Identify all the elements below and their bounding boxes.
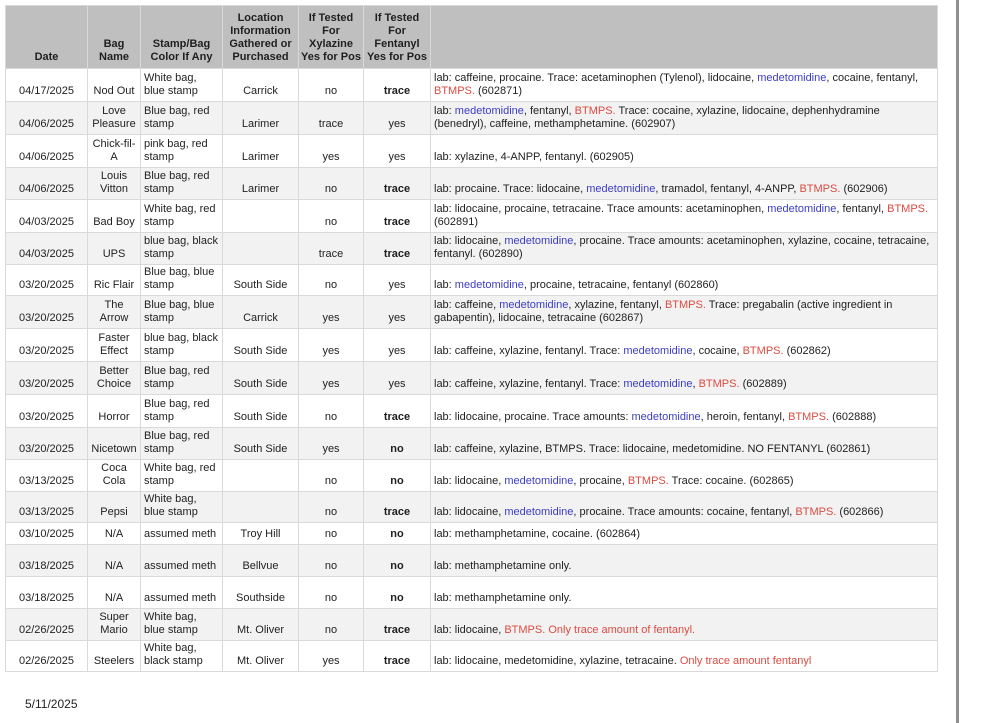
location-cell: Bellvue [223,545,299,577]
lab-results-cell [431,265,938,296]
stamp-cell: Blue bag, red stamp [141,428,223,460]
date-cell: 04/03/2025 [6,233,88,265]
date-cell: 04/03/2025 [6,200,88,233]
xylazine-cell: yes [299,329,364,362]
bag-name-cell: Nicetown [88,428,141,460]
fentanyl-cell: no [364,523,431,545]
fentanyl-cell: trace [364,200,431,233]
lab-results-cell [431,395,938,428]
lab-text-segment: lab: caffeine, procaine. Trace: acetaminophen (Tylenol), lidocaine, [434,72,758,84]
fentanyl-cell: no [364,545,431,577]
stamp-cell: Blue bag, blue stamp [141,265,223,296]
lab-text-segment: Only trace amount fentanyl [679,655,812,667]
bag-name-cell: Coca Cola [88,460,141,492]
xylazine-cell: yes [299,135,364,168]
lab-results-cell [431,102,938,135]
lab-text-segment: lab: methamphetamine, cocaine. (602864) [434,528,641,540]
lab-text-segment: BTMPS. [799,183,841,195]
lab-results-cell [431,609,938,641]
bag-name-cell: The Arrow [88,296,141,329]
lab-text-segment: lab: caffeine, xylazine, BTMPS. Trace: lidocaine, medetomidine. NO FENTANYL (602861) [434,443,871,455]
date-cell: 04/06/2025 [6,168,88,200]
lab-text-segment: lab: lidocaine, [434,475,505,487]
stamp-cell: assumed meth [141,545,223,577]
xylazine-cell: no [299,265,364,296]
table-row [6,428,938,460]
location-cell: Mt. Oliver [223,641,299,672]
lab-text-segment: medetomidine [631,411,701,423]
lab-text-segment: medetomidine [499,299,569,311]
fentanyl-cell: no [364,577,431,609]
xylazine-cell: yes [299,428,364,460]
table-row [6,492,938,523]
stamp-cell: White bag, red stamp [141,200,223,233]
bag-name-cell: Ric Flair [88,265,141,296]
lab-results-cell [431,428,938,460]
date-cell: 02/26/2025 [6,609,88,641]
lab-text-segment: , tramadol, fentanyl, 4-ANPP, [655,183,800,195]
xylazine-cell: yes [299,641,364,672]
table-row [6,609,938,641]
header-location: Location Information Gathered or Purchased [223,6,299,69]
lab-results-cell [431,69,938,102]
date-cell: 03/10/2025 [6,523,88,545]
table-row [6,577,938,609]
location-cell: Carrick [223,69,299,102]
bag-name-cell: Love Pleasure [88,102,141,135]
fentanyl-cell: trace [364,395,431,428]
date-cell: 03/13/2025 [6,492,88,523]
lab-text-segment: lab: lidocaine, [434,624,505,636]
fentanyl-cell: yes [364,135,431,168]
lab-text-segment: , procaine, tetracaine, fentanyl (602860) [523,279,719,291]
location-cell: South Side [223,395,299,428]
lab-text-segment: medetomidine [454,279,524,291]
header-xylazine-test: If Tested For Xylazine Yes for Pos [299,6,364,69]
lab-results-cell [431,329,938,362]
lab-text-segment: medetomidine [757,72,827,84]
location-cell [223,200,299,233]
fentanyl-cell: yes [364,296,431,329]
date-cell: 03/20/2025 [6,329,88,362]
fentanyl-cell: trace [364,69,431,102]
table-row [6,233,938,265]
lab-results-cell [431,168,938,200]
lab-text-segment: , xylazine, fentanyl, [568,299,665,311]
location-cell: Larimer [223,102,299,135]
lab-text-segment: BTMPS. [887,203,929,215]
fentanyl-cell: trace [364,609,431,641]
stamp-cell: Blue bag, red stamp [141,395,223,428]
lab-text-segment: BTMPS. [788,411,830,423]
fentanyl-cell: yes [364,265,431,296]
lab-text-segment: lab: lidocaine, [434,235,505,247]
lab-results-cell [431,362,938,395]
location-cell [223,233,299,265]
fentanyl-cell: trace [364,168,431,200]
fentanyl-cell: yes [364,329,431,362]
table-body [6,69,938,672]
stamp-cell: Blue bag, red stamp [141,168,223,200]
lab-text-segment: (602862) [783,345,831,357]
location-cell: Carrick [223,296,299,329]
location-cell: Southside [223,577,299,609]
lab-text-segment: lab: lidocaine, procaine. Trace amounts: [434,411,632,423]
fentanyl-cell: trace [364,641,431,672]
date-cell: 03/18/2025 [6,577,88,609]
fentanyl-cell: trace [364,492,431,523]
xylazine-cell: trace [299,233,364,265]
stamp-cell: blue bag, black stamp [141,233,223,265]
lab-text-segment: lab: methamphetamine only. [434,592,572,604]
xylazine-cell: no [299,69,364,102]
xylazine-cell: trace [299,102,364,135]
lab-results-cell [431,296,938,329]
xylazine-cell: no [299,200,364,233]
date-cell: 04/06/2025 [6,135,88,168]
lab-text-segment: BTMPS. [664,299,706,311]
drug-test-table [5,5,938,672]
lab-text-segment: (602888) [829,411,877,423]
table-row [6,265,938,296]
stamp-cell: Blue bag, red stamp [141,102,223,135]
lab-text-segment: medetomidine [504,506,574,518]
lab-text-segment: medetomidine [504,475,574,487]
bag-name-cell: Better Choice [88,362,141,395]
lab-text-segment: medetomidine [623,378,693,390]
bag-name-cell: Faster Effect [88,329,141,362]
bag-name-cell: Pepsi [88,492,141,523]
table-row [6,329,938,362]
table-header [6,6,938,69]
stamp-cell: assumed meth [141,577,223,609]
lab-text-segment: Trace: cocaine, xylazine, lidocaine, dephenhydramine (benedryl), caffeine, methamphetamine. (602907) [434,105,880,130]
lab-results-cell [431,523,938,545]
lab-text-segment: medetomidine [767,203,837,215]
location-cell [223,492,299,523]
lab-text-segment: lab: procaine. Trace: lidocaine, [434,183,587,195]
header-lab-results [431,6,938,69]
bag-name-cell: N/A [88,545,141,577]
date-cell: 03/20/2025 [6,428,88,460]
lab-results-cell [431,460,938,492]
lab-text-segment: (602866) [836,506,884,518]
location-cell: Mt. Oliver [223,609,299,641]
bag-name-cell: Super Mario [88,609,141,641]
date-cell: 03/20/2025 [6,395,88,428]
bag-name-cell: Nod Out [88,69,141,102]
lab-text-segment: , procaine, [573,475,628,487]
table-row [6,362,938,395]
lab-text-segment: medetomidine [454,105,524,117]
lab-text-segment: Trace: pregabalin (active ingredient in gabapentin), lidocaine, tetracaine (602867) [434,299,893,324]
lab-results-cell [431,135,938,168]
table-row [6,200,938,233]
bag-name-cell: UPS [88,233,141,265]
lab-text-segment: lab: caffeine, xylazine, fentanyl. Trace: [434,345,624,357]
fentanyl-cell: yes [364,362,431,395]
lab-text-segment: , fentanyl, [523,105,575,117]
stamp-cell: blue bag, black stamp [141,329,223,362]
xylazine-cell: no [299,545,364,577]
lab-text-segment: , fentanyl, [836,203,888,215]
table-row [6,460,938,492]
lab-text-segment: BTMPS. [574,105,616,117]
lab-text-segment: (602889) [739,378,787,390]
location-cell: Larimer [223,168,299,200]
lab-results-cell [431,545,938,577]
xylazine-cell: no [299,492,364,523]
fentanyl-cell: no [364,428,431,460]
table-row [6,102,938,135]
lab-text-segment: (602906) [840,183,888,195]
xylazine-cell: no [299,609,364,641]
lab-text-segment: , [692,378,699,390]
date-cell: 04/17/2025 [6,69,88,102]
table-row [6,545,938,577]
location-cell: South Side [223,362,299,395]
date-cell: 03/18/2025 [6,545,88,577]
location-cell [223,460,299,492]
lab-text-segment: medetomidine [623,345,693,357]
bag-name-cell: Bad Boy [88,200,141,233]
stamp-cell: pink bag, red stamp [141,135,223,168]
header-fentanyl-test: If Tested For Fentanyl Yes for Pos [364,6,431,69]
table-row [6,395,938,428]
date-cell: 03/20/2025 [6,296,88,329]
stamp-cell: Blue bag, blue stamp [141,296,223,329]
date-cell: 02/26/2025 [6,641,88,672]
lab-text-segment: , cocaine, [692,345,743,357]
lab-text-segment: lab: caffeine, [434,299,500,311]
stamp-cell: White bag, red stamp [141,460,223,492]
lab-text-segment: (602891) [434,216,479,228]
xylazine-cell: yes [299,296,364,329]
table-row [6,69,938,102]
lab-text-segment: BTMPS. [698,378,740,390]
lab-text-segment: lab: lidocaine, [434,506,505,518]
stamp-cell: White bag, blue stamp [141,69,223,102]
lab-text-segment: BTMPS. Only trace amount of fentanyl. [504,624,696,636]
date-cell: 03/20/2025 [6,265,88,296]
lab-text-segment: (602871) [474,85,523,97]
table-row [6,641,938,672]
fentanyl-cell: no [364,460,431,492]
bag-name-cell: N/A [88,577,141,609]
header-date: Date [6,6,88,69]
lab-text-segment: medetomidine [586,183,656,195]
lab-text-segment: medetomidine [504,235,574,247]
date-cell: 04/06/2025 [6,102,88,135]
header-stamp-color: Stamp/Bag Color If Any [141,6,223,69]
lab-results-cell [431,200,938,233]
table-row [6,168,938,200]
stamp-cell: White bag, black stamp [141,641,223,672]
location-cell: South Side [223,265,299,296]
stamp-cell: assumed meth [141,523,223,545]
stamp-cell: White bag, blue stamp [141,609,223,641]
lab-text-segment: lab: [434,105,455,117]
date-cell: 03/20/2025 [6,362,88,395]
lab-results-cell [431,641,938,672]
bag-name-cell: Louis Vitton [88,168,141,200]
location-cell: Troy Hill [223,523,299,545]
table-row [6,135,938,168]
page-edge-divider [956,0,959,723]
lab-results-cell [431,233,938,265]
location-cell: South Side [223,428,299,460]
lab-text-segment: , cocaine, fentanyl, [826,72,919,84]
lab-results-cell [431,492,938,523]
lab-text-segment: BTMPS. [742,345,784,357]
lab-text-segment: lab: [434,279,455,291]
xylazine-cell: no [299,460,364,492]
lab-text-segment: lab: caffeine, xylazine, fentanyl. Trace: [434,378,624,390]
lab-text-segment: lab: xylazine, 4-ANPP, fentanyl. (602905) [434,151,634,163]
table-row [6,296,938,329]
xylazine-cell: yes [299,362,364,395]
lab-results-cell [431,577,938,609]
location-cell: South Side [223,329,299,362]
bag-name-cell: Steelers [88,641,141,672]
fentanyl-cell: trace [364,233,431,265]
lab-text-segment: lab: methamphetamine only. [434,560,572,572]
location-cell: Larimer [223,135,299,168]
lab-text-segment: BTMPS. [627,475,669,487]
lab-text-segment: , heroin, fentanyl, [700,411,789,423]
stamp-cell: Blue bag, red stamp [141,362,223,395]
bag-name-cell: N/A [88,523,141,545]
lab-text-segment: lab: lidocaine, medetomidine, xylazine, tetracaine. [434,655,680,667]
lab-text-segment: BTMPS. [795,506,837,518]
lab-text-segment: , procaine. Trace amounts: acetaminophen, xylazine, cocaine, tetracaine, fentanyl. (602890) [434,235,930,260]
lab-text-segment: BTMPS. [434,85,475,97]
xylazine-cell: no [299,395,364,428]
xylazine-cell: no [299,577,364,609]
header-row [6,6,938,69]
bag-name-cell: Horror [88,395,141,428]
footer-date: 5/11/2025 [25,697,78,711]
lab-text-segment: lab: lidocaine, procaine, tetracaine. Trace amounts: acetaminophen, [434,203,768,215]
table-row [6,523,938,545]
bag-name-cell: Chick-fil-A [88,135,141,168]
date-cell: 03/13/2025 [6,460,88,492]
header-bag-name: Bag Name [88,6,141,69]
lab-text-segment: , procaine. Trace amounts: cocaine, fentanyl, [573,506,796,518]
xylazine-cell: no [299,523,364,545]
fentanyl-cell: yes [364,102,431,135]
xylazine-cell: no [299,168,364,200]
stamp-cell: White bag, blue stamp [141,492,223,523]
lab-text-segment: Trace: cocaine. (602865) [668,475,794,487]
